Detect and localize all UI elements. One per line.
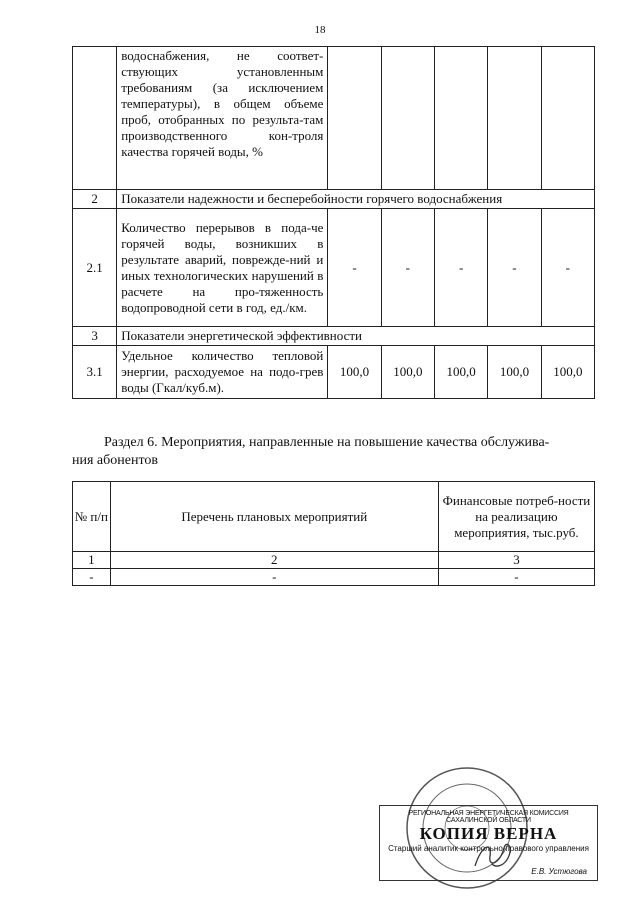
stamp-organization: РЕГИОНАЛЬНАЯ ЭНЕРГЕТИЧЕСКАЯ КОМИССИЯ САХАЛИНСКОЙ ОБЛАСТИ [408,810,569,824]
value-cell: 100,0 [328,346,381,399]
indicator-name: Количество перерывов в пода-че горячей воды, возникших в результате аварий, поврежде-ний и иных технологических нарушений в расчете на про-тяженность водопроводной сети в год, ед./км. [117,209,328,327]
column-header: № п/п [73,482,111,552]
measures-table [72,481,595,586]
stamp-signer: Е.В. Устюгова [531,867,587,876]
page-number: 18 [314,24,326,36]
section-6-heading [72,434,592,470]
value-cell: 100,0 [435,346,488,399]
value-cell [541,47,594,190]
section-title: Показатели надежности и бесперебойности горячего водоснабжения [117,190,595,209]
row-number: 2 [73,190,117,209]
value-cell [381,47,434,190]
section-row [73,190,595,209]
row-number [73,47,117,190]
indicator-name: Удельное количество тепловой энергии, расходуемое на подо-грев воды (Гкал/куб.м). [117,346,328,399]
data-cell: - [438,569,594,586]
value-cell: 100,0 [541,346,594,399]
row-number: 3.1 [73,346,117,399]
index-row [73,552,595,569]
column-header: Перечень плановых мероприятий [110,482,438,552]
table-row [73,209,595,327]
column-header: Финансовые потреб-ности на реализацию мероприятия, тыс.руб. [438,482,594,552]
signature-icon [470,838,520,872]
value-cell [328,47,381,190]
value-cell: 100,0 [488,346,541,399]
table-row [73,346,595,399]
section-6-title-line2: ния абонентов [72,453,159,468]
section-6-title-line1: Раздел 6. Мероприятия, направленные на повышение качества обслужива- [104,435,550,450]
table-row [73,569,595,586]
data-cell: - [110,569,438,586]
value-cell: - [435,209,488,327]
index-cell: 3 [438,552,594,569]
value-cell: - [328,209,381,327]
value-cell: - [488,209,541,327]
indicator-name: водоснабжения, не соответ-ствующих установленным требованиям (за исключением температуры), в общем объеме проб, отобранных по результа-там производственного кон-троля качества горячей воды, % [117,47,328,190]
value-cell: - [541,209,594,327]
indicators-table [72,46,595,399]
value-cell: 100,0 [381,346,434,399]
value-cell [435,47,488,190]
header-row [73,482,595,552]
stamp-position: Старший аналитик контрольно-правового управления [388,844,589,853]
table-row [73,47,595,190]
row-number: 3 [73,327,117,346]
index-cell: 2 [110,552,438,569]
value-cell [488,47,541,190]
row-number: 2.1 [73,209,117,327]
section-row [73,327,595,346]
value-cell: - [381,209,434,327]
stamp-title: КОПИЯ ВЕРНА [419,824,558,843]
data-cell: - [73,569,111,586]
index-cell: 1 [73,552,111,569]
section-title: Показатели энергетической эффективности [117,327,595,346]
